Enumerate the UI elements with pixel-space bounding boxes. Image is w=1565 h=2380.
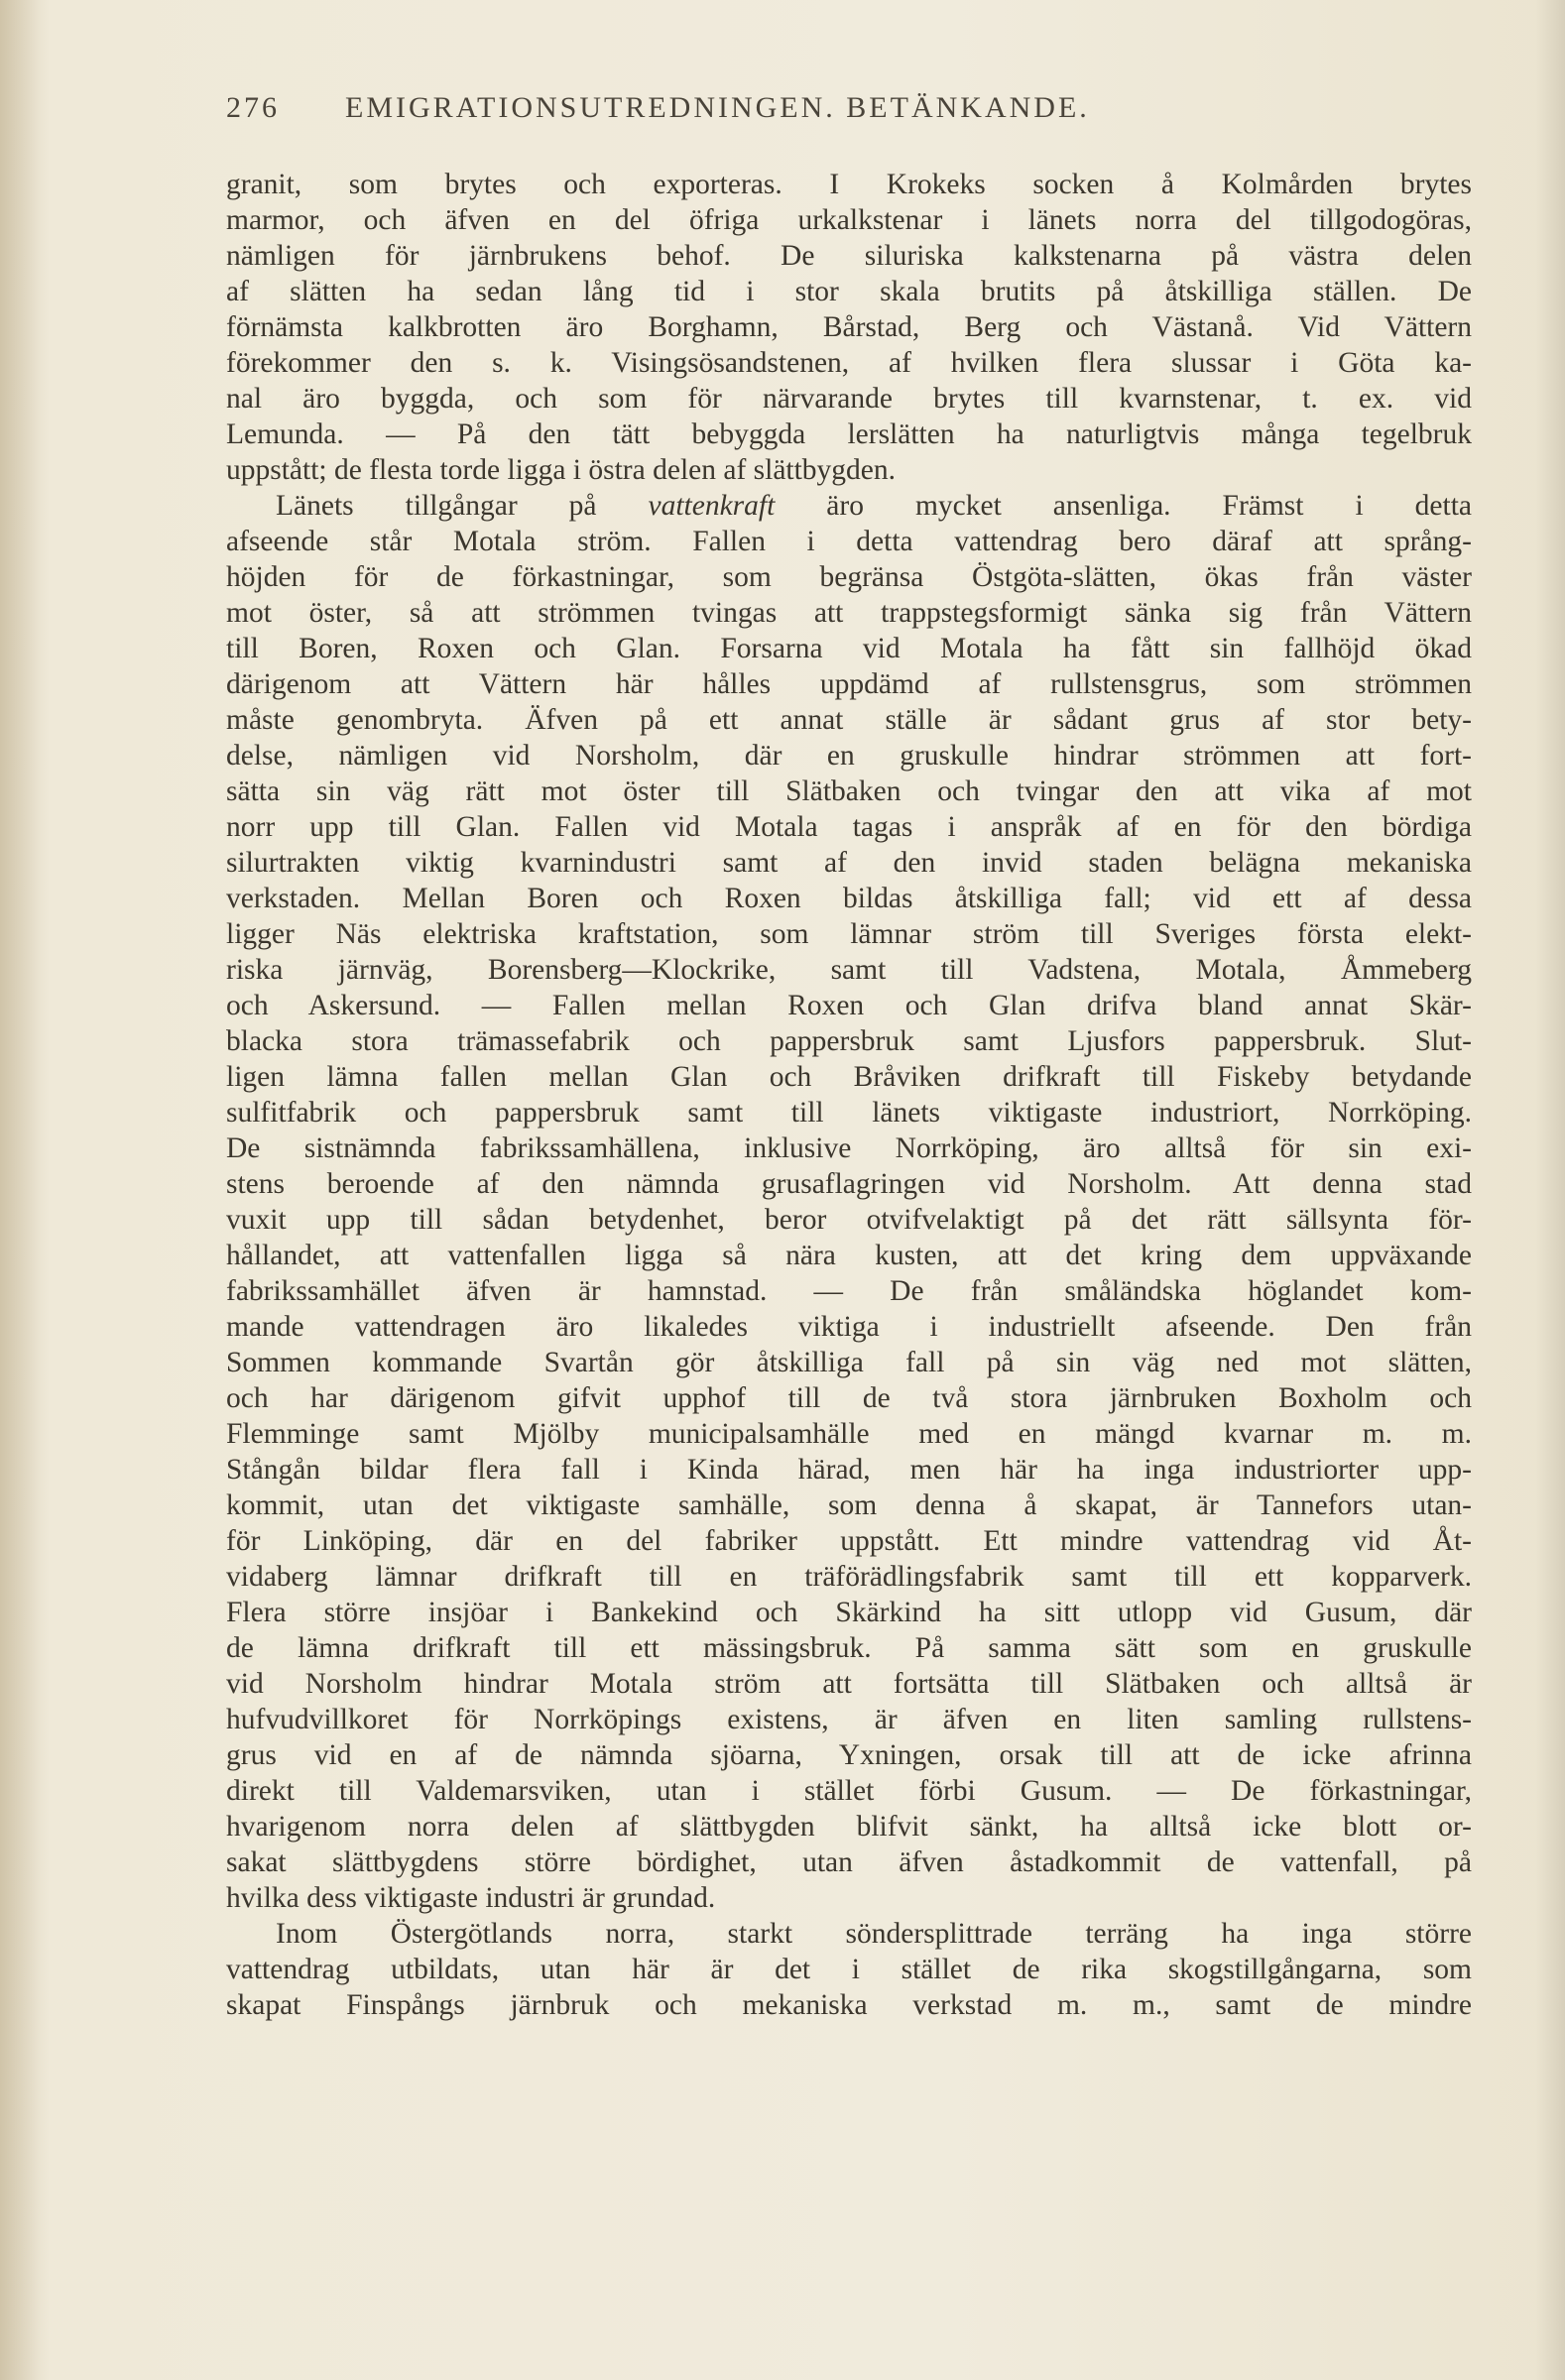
text-line: måste genombryta. Äfven på ett annat ställe är sådant grus af stor bety- — [226, 704, 1472, 736]
text-line: Inom Östergötlands norra, starkt söndersplittrade terräng ha inga större — [276, 1918, 1472, 1950]
text-line: Lemunda. — På den tätt bebyggda lerslätten ha naturligtvis många tegelbruk — [226, 418, 1472, 450]
text-line: hållandet, att vattenfallen ligga så nära kusten, att det kring dem uppväxande — [226, 1240, 1472, 1271]
text-line: delse, nämligen vid Norsholm, där en gruskulle hindrar strömmen att fort- — [226, 740, 1472, 772]
text-line: vuxit upp till sådan betydenhet, beror otvifvelaktigt på det rätt sällsynta för- — [226, 1204, 1472, 1236]
text-line: verkstaden. Mellan Boren och Roxen bildas åtskilliga fall; vid ett af dessa — [226, 883, 1472, 914]
text-line: vidaberg lämnar drifkraft till en träförädlingsfabrik samt till ett kopparverk. — [226, 1561, 1472, 1593]
text-line: sulfitfabrik och pappersbruk samt till länets viktigaste industriort, Norrköping. — [226, 1097, 1472, 1129]
text-line: stens beroende af den nämnda grusaflagringen vid Norsholm. Att denna stad — [226, 1168, 1472, 1200]
text-line: silurtrakten viktig kvarnindustri samt af den invid staden belägna mekaniska — [226, 847, 1472, 879]
text-line: sakat slättbygdens större bördighet, utan äfven åstadkommit de vattenfall, på — [226, 1846, 1472, 1878]
text-line: Sommen kommande Svartån gör åtskilliga fall på sin väg ned mot slätten, — [226, 1347, 1472, 1378]
text-line: De sistnämnda fabrikssamhällena, inklusive Norrköping, äro alltså för sin exi- — [226, 1132, 1472, 1164]
text-line: förnämsta kalkbrotten äro Borghamn, Bårstad, Berg och Västanå. Vid Vättern — [226, 311, 1472, 343]
text-line: höjden för de förkastningar, som begränsa Östgöta-slätten, ökas från väster — [226, 561, 1472, 593]
text-line: hvarigenom norra delen af slättbygden blifvit sänkt, ha alltså icke blott or- — [226, 1811, 1472, 1843]
text-line: skapat Finspångs järnbruk och mekaniska verkstad m. m., samt de mindre — [226, 1989, 1472, 2021]
text-line: till Boren, Roxen och Glan. Forsarna vid Motala ha fått sin fallhöjd ökad — [226, 633, 1472, 664]
text-line: Flera större insjöar i Bankekind och Skärkind ha sitt utlopp vid Gusum, där — [226, 1597, 1472, 1628]
text-line: granit, som brytes och exporteras. I Krokeks socken å Kolmården brytes — [226, 169, 1472, 200]
text-line: sätta sin väg rätt mot öster till Slätbaken och tvingar den att vika af mot — [226, 775, 1472, 807]
text-line: vattendrag utbildats, utan här är det i stället de rika skogstillgångarna, som — [226, 1954, 1472, 1985]
text-line: fabrikssamhället äfven är hamnstad. — De från småländska höglandet kom- — [226, 1275, 1472, 1307]
text-line: ligen lämna fallen mellan Glan och Bråviken drifkraft till Fiskeby betydande — [226, 1061, 1472, 1093]
text-line: Stångån bildar flera fall i Kinda härad, men här ha inga industriorter upp- — [226, 1454, 1472, 1486]
running-title: EMIGRATIONSUTREDNINGEN. BETÄNKANDE. — [345, 91, 1090, 124]
text-line: af slätten ha sedan lång tid i stor skala brutits på åtskilliga ställen. De — [226, 276, 1472, 307]
page-gutter-shadow — [0, 0, 50, 2380]
paragraph — [226, 167, 1472, 488]
page-edge-shadow — [1535, 0, 1565, 2380]
text-line: Länets tillgångar på vattenkraft äro mycket ansenliga. Främst i detta — [276, 490, 1472, 522]
body-text — [226, 167, 1472, 2023]
text-line: direkt till Valdemarsviken, utan i stället förbi Gusum. — De förkastningar, — [226, 1775, 1472, 1807]
text-line: hvilka dess viktigaste industri är grundad. — [226, 1882, 716, 1914]
text-line: Flemminge samt Mjölby municipalsamhälle med en mängd kvarnar m. m. — [226, 1418, 1472, 1450]
text-line: norr upp till Glan. Fallen vid Motala tagas i anspråk af en för den bördiga — [226, 811, 1472, 843]
paragraph — [226, 1916, 1472, 2023]
text-line: vid Norsholm hindrar Motala ström att fortsätta till Slätbaken och alltså är — [226, 1668, 1472, 1700]
text-line: afseende står Motala ström. Fallen i detta vattendrag bero däraf att språng- — [226, 526, 1472, 557]
text-line: mande vattendragen äro likaledes viktiga i industriellt afseende. Den från — [226, 1311, 1472, 1343]
text-line: nämligen för järnbrukens behof. De siluriska kalkstenarna på västra delen — [226, 240, 1472, 272]
text-line: blacka stora trämassefabrik och pappersbruk samt Ljusfors pappersbruk. Slut- — [226, 1025, 1472, 1057]
text-line: därigenom att Vättern här hålles uppdämd af rullstensgrus, som strömmen — [226, 668, 1472, 700]
running-header — [226, 91, 1337, 141]
page-number: 276 — [226, 91, 280, 124]
paragraph — [226, 488, 1472, 1916]
text-line: kommit, utan det viktigaste samhälle, som denna å skapat, är Tannefors utan- — [226, 1489, 1472, 1521]
text-line: ligger Näs elektriska kraftstation, som lämnar ström till Sveriges första elekt- — [226, 918, 1472, 950]
text-line: nal äro byggda, och som för närvarande brytes till kvarnstenar, t. ex. vid — [226, 383, 1472, 415]
text-line: hufvudvillkoret för Norrköpings existens, är äfven en liten samling rullstens- — [226, 1704, 1472, 1735]
text-line: mot öster, så att strömmen tvingas att trappstegsformigt sänka sig från Vättern — [226, 597, 1472, 629]
text-line: uppstått; de flesta torde ligga i östra delen af slättbygden. — [226, 454, 897, 486]
text-line: och har därigenom gifvit upphof till de två stora järnbruken Boxholm och — [226, 1382, 1472, 1414]
text-line: och Askersund. — Fallen mellan Roxen och Glan drifva bland annat Skär- — [226, 990, 1472, 1021]
text-line: grus vid en af de nämnda sjöarna, Yxningen, orsak till att de icke afrinna — [226, 1739, 1472, 1771]
text-line: de lämna drifkraft till ett mässingsbruk. På samma sätt som en gruskulle — [226, 1632, 1472, 1664]
text-line: riska järnväg, Borensberg—Klockrike, samt till Vadstena, Motala, Åmmeberg — [226, 954, 1472, 986]
text-line: marmor, och äfven en del öfriga urkalkstenar i länets norra del tillgodogöras, — [226, 204, 1472, 236]
text-line: förekommer den s. k. Visingsösandstenen, af hvilken flera slussar i Göta ka- — [226, 347, 1472, 379]
text-line: för Linköping, där en del fabriker uppstått. Ett mindre vattendrag vid Åt- — [226, 1525, 1472, 1557]
